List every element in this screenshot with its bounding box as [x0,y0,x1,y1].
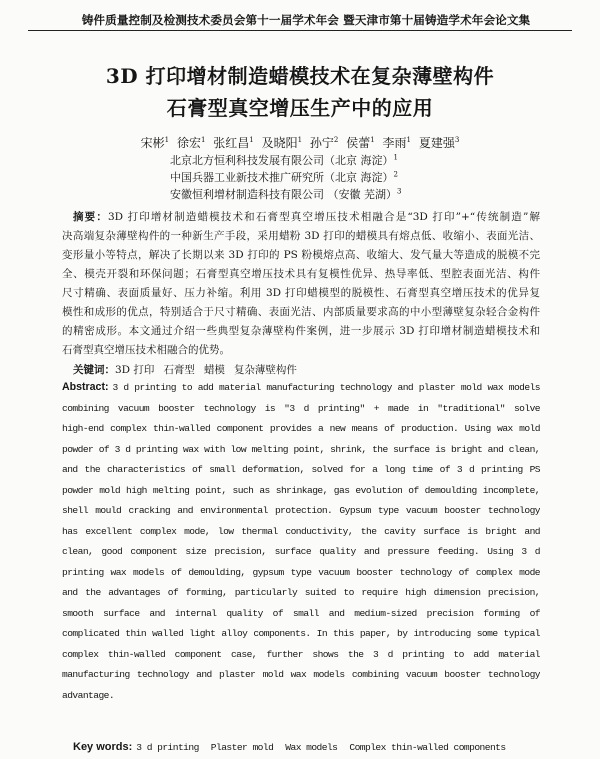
affiliation-mark: 1 [393,153,398,162]
author-affil-mark: 1 [406,136,412,144]
author-affil-mark: 1 [297,136,303,144]
affiliation-text: 北京北方恒利科技发展有限公司（北京 海淀） [170,154,394,167]
author [346,136,374,150]
abstract-en-line: shell mould cracking and environmental protection. Gypsum type vacuum booster technology [62,505,540,516]
author-affil-mark: 3 [454,136,460,144]
author-name: 及晓阳 [261,136,298,150]
abstract-cn-text: 3D 打印增材制造蜡模技术和石膏型真空增压技术相融合是“3D 打印”+“传统制造”解 [107,211,540,223]
abstract-cn-line: 决高端复杂薄壁构件的一种新生产手段，采用蜡粉 3D 打印的蜡模具有熔点低、收缩小、表面光洁、 [62,230,540,242]
keywords-cn-label: 关键词： [73,364,115,376]
abstract-en-line: printing wax models of demoulding, gypsum type vacuum booster technology of complex mode [62,566,540,578]
abstract-en-line: powder of 3 d printing wax with low melting point, shrink, the surface is bright and clean, [62,443,540,455]
abstract-en-line: complicated thin walled light alloy components. In this paper, by introducing some typical [62,628,540,639]
affiliation [170,169,398,185]
abstract-cn-line [73,210,540,224]
affiliation-text: 安徽恒利增材制造科技有限公司 （安徽 芜湖） [170,188,397,201]
author-affil-mark: 1 [249,136,254,144]
author-name: 李雨 [382,136,407,150]
abstract-en-line: manufacturing technology and plaster mold wax models combining vacuum booster technology [62,669,540,680]
abstract-en-line: powder mold high melting point, such as shrinkage, gas evolution of demoulding incomplete, [62,484,540,496]
author-name: 侯蕾 [346,136,371,150]
author [177,136,205,150]
abstract-cn-line: 变形量小等特点，解决了长期以来 3D 打印的 PS 粉模熔点高、收缩大、发气量大等造成的脱模不完 [62,249,540,261]
affiliation-mark: 3 [397,187,402,196]
abstract-en-line: has excellent complex mode, low thermal conductivity, the cavity surface is bright and [62,525,540,537]
abstract-en-line: complex thin-walled component case, further shows the 3 d printing to add material [62,648,540,660]
author [213,136,253,150]
keyword-en: Plaster mold [210,742,274,753]
abstract-en-line: and the characteristics of small deformation, solved for a long time of 3 d printing PS [62,464,540,475]
author [310,136,338,150]
author [383,136,411,150]
abstract-cn-line: 全、模壳开裂和环保问题；石膏型真空增压技术具有复模性优异、热导率低、型腔表面光洁、构件 [62,268,540,280]
abstract-en-line [62,381,540,394]
affiliation [170,152,398,168]
abstract-en-line: advantage. [62,689,115,701]
running-header: 铸件质量控制及检测技术委员会第十一届学术年会 暨天津市第十届铸造学术年会论文集 [81,13,531,27]
paper-title-line-1: 3D 打印增材制造蜡模技术在复杂薄壁构件 [105,64,495,88]
keyword-en: Complex thin-walled components [349,742,506,753]
abstract-cn-line: 石膏型真空增压技术相融合的优势。 [62,344,230,356]
author-name: 张红昌 [213,136,250,150]
author-name: 孙宁 [309,136,334,150]
abstract-en-line: high-end complex thin-walled component provides a new means of production. Using wax mold [62,423,540,434]
author-name: 夏建强 [418,136,455,150]
paper-title-line-2: 石膏型真空增压生产中的应用 [166,96,434,120]
author-affil-mark: 2 [333,136,339,144]
abstract-en-line: clean, good component size precision, surface quality and pressure feeding. Using 3 d [62,546,540,557]
keyword-cn: 3D 打印 [115,364,155,376]
keyword-cn: 蜡模 [203,364,225,376]
author [141,136,169,150]
affiliation-mark: 2 [393,170,398,179]
abstract-en-label: Abstract: [62,381,109,393]
author [262,136,302,150]
keywords-en-label: Key words: [73,741,133,753]
abstract-en-line: combining vacuum booster technology is "3 d printing" + made in "traditional" solve [62,402,540,414]
abstract-cn-line: 尺寸精确、表面质量好、压力补缩。利用 3D 打印蜡模型的脱模性、石膏型真空增压技术的优异复 [62,287,540,299]
abstract-cn-label: 摘要： [73,211,108,223]
abstract-cn-line: 的精密成形。本文通过介绍一些典型复杂薄壁构件案例，进一步展示 3D 打印增材制造蜡模技术和 [62,325,540,337]
keyword-en: Wax models [285,742,338,753]
author-affil-mark: 1 [200,136,206,144]
authors-line [0,134,600,151]
keywords-en [73,735,518,754]
abstract-en-line: and the advantages of forming, particularly suited to require high dimension precision, [62,587,540,598]
keyword-cn: 石膏型 [163,364,195,376]
keyword-cn: 复杂薄壁构件 [233,364,297,376]
abstract-en-text: 3 d printing to add material manufacturing technology and plaster mold wax models [112,382,540,393]
affiliation-text: 中国兵器工业新技术推广研究所（北京 海淀） [170,171,394,184]
author-affil-mark: 1 [164,136,170,144]
keywords-cn [73,362,306,377]
author-affil-mark: 1 [370,136,375,144]
author-name: 徐宏 [176,136,201,150]
header-rule [28,30,572,31]
abstract-cn-line: 模性和成形的优点，特别适合于尺寸精确、表面光洁、内部质量要求高的中小型薄壁复杂轻合金构件 [62,306,540,318]
author [419,136,459,150]
abstract-en-line: smooth surface and internal quality of small and medium-sized precision forming of [62,607,540,619]
keyword-en: 3 d printing [136,742,199,753]
affiliation [170,186,401,202]
author-name: 宋彬 [140,136,165,150]
